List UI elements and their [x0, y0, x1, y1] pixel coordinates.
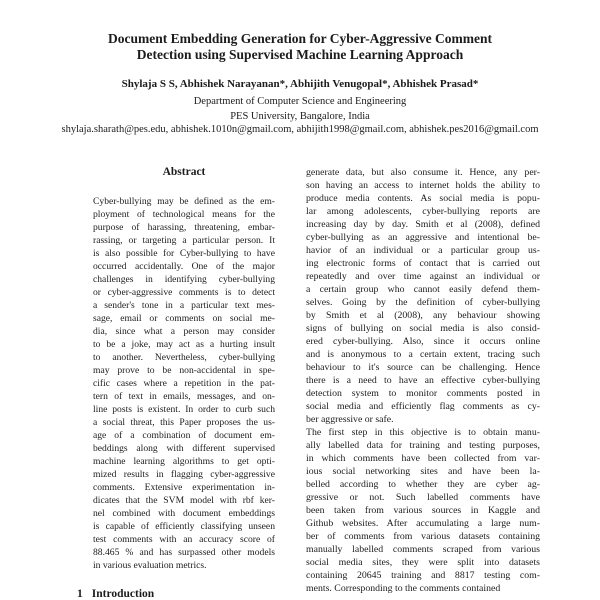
text-line: social media and efficiently flag comments as cy- [306, 401, 540, 412]
authors-line: Shylaja S S, Abhishek Narayanan*, Abhijith Venugopal*, Abhishek Prasad* [121, 78, 479, 90]
text-line: Github websites. After accumulating a large num- [306, 518, 540, 529]
text-line: dia, since what a person may consider [93, 326, 275, 337]
text-line: Cyber-bullying may be defined as the em- [93, 196, 275, 207]
text-line: challenges in identifying cyber-bullying [93, 274, 275, 285]
text-line: dicates that the SVM model with rbf ker- [93, 495, 275, 506]
text-line: in various evaluation metrics. [93, 560, 207, 571]
text-line: The first step in this objective is to obtain manu- [306, 427, 540, 438]
paper-title-line1: Document Embedding Generation for Cyber-Aggressive Comment [107, 31, 493, 46]
text-line: rassing, or targeting a particular person. It [93, 235, 275, 246]
text-line: nel combined with document embeddings [93, 508, 275, 519]
paper-title-line2: Detection using Supervised Machine Learning Approach [136, 47, 464, 62]
text-line: there is a need to have an effective cyber-bullying [306, 375, 540, 386]
affiliation-university: PES University, Bangalore, India [230, 111, 370, 122]
text-line: 88.465 % and has surpassed other models [93, 547, 275, 558]
text-line: social media sites, they were split into datasets [306, 557, 540, 568]
text-line: repeatedly and over time against an individual or [306, 271, 540, 282]
text-line: beddings along with different supervised [93, 443, 275, 454]
abstract-body [93, 195, 275, 572]
text-line: in which comments have been collected from var- [306, 453, 540, 464]
text-line: detection system to monitor comments posted in [306, 388, 540, 399]
text-line: test comments with an accuracy score of [93, 534, 275, 545]
text-line: produce media contents. As social media is popu- [306, 193, 540, 204]
text-line: increasing day by day. Smith et al (2008), defined [306, 219, 540, 230]
text-line: age of a combination of document em- [93, 430, 275, 441]
text-line: ployment of technological means for the [93, 209, 275, 220]
text-line: ing electronic forms of contact that is carried out [306, 258, 540, 269]
intro-paragraph-2 [306, 426, 540, 595]
text-line: a certain group who cannot easily defend them- [306, 284, 540, 295]
text-line: machine learning algorithms to get opti- [93, 456, 275, 467]
text-line: ered cyber-bullying. Also, since it occurs online [306, 336, 540, 347]
text-line: gressive or not. Such labelled comments have [306, 492, 540, 503]
text-line: behaviour to it's source can be challenging. Hence [306, 362, 540, 373]
text-line: and is anonymous to a certain extent, tracing such [306, 349, 540, 360]
text-line: line posts is existent. In order to curb such [93, 404, 275, 415]
section-number: 1 [77, 588, 83, 600]
text-line: sage, email or comments on social me- [93, 313, 275, 324]
text-line: havior of an individual or a particular group us- [306, 245, 540, 256]
paper-title [0, 31, 600, 63]
text-line: a sender's tone in a particular text mes- [93, 300, 275, 311]
text-line: by Smith et al (2008), any behaviour showing [306, 310, 540, 321]
text-line: containing 20645 training and 8817 testing com- [306, 570, 540, 581]
text-line: ious social networking sites and have been la- [306, 466, 540, 477]
text-line: to be a joke, may act as a hurting insult [93, 339, 275, 350]
text-line: ments. Corresponding to the comments contained [306, 583, 501, 594]
text-line: lar among adolescents, cyber-bullying reports are [306, 206, 540, 217]
section-heading-introduction [77, 587, 297, 600]
text-line: occurred accidentally. One of the major [93, 261, 275, 272]
text-line: selves. Going by the definition of cyber-bullying [306, 297, 540, 308]
text-line: to another. Nevertheless, cyber-bullying [93, 352, 275, 363]
affiliation-department: Department of Computer Science and Engineering [193, 96, 407, 107]
text-line: is also possible for Cyber-bullying to have [93, 248, 275, 259]
author-emails: shylaja.sharath@pes.edu, abhishek.1010n@gmail.com, abhijith1998@gmail.com, abhishek.pes2016@gmail.com [61, 124, 539, 135]
text-line: or cyber-aggressive comments is to detect [93, 287, 275, 298]
text-line: cific cases where a repetition in the pat- [93, 378, 275, 389]
text-line: purpose of harassing, threatening, embar- [93, 222, 275, 233]
abstract-heading: Abstract [162, 166, 206, 178]
text-line: ally labelled data for training and testing purposes, [306, 440, 540, 451]
text-line: ber aggressive or safe. [306, 414, 394, 425]
text-line: mized results in flagging cyber-aggressive [93, 469, 275, 480]
text-line: manually labelled comments scraped from various [306, 544, 540, 555]
text-line: son having an access to internet holds the ability to [306, 180, 540, 191]
intro-paragraph-1 [306, 166, 540, 426]
text-line: cyber-bullying as an aggressive and intentional be- [306, 232, 540, 243]
text-line: may prove to be non-accidental in spe- [93, 365, 275, 376]
text-line: tern of text in emails, messages, and on- [93, 391, 275, 402]
text-line: signs of bullying on social media is also consid- [306, 323, 540, 334]
text-line: been taken from various sources in Kaggle and [306, 505, 540, 516]
section-title: Introduction [91, 588, 155, 600]
text-line: comments. Extensive experimentation in- [93, 482, 275, 493]
introduction-column [306, 166, 540, 595]
text-line: a social threat, this Paper proposes the us- [93, 417, 275, 428]
text-line: generate data, but also consume it. Hence, any per- [306, 167, 540, 178]
text-line: is capable of efficiently classifying unseen [93, 521, 275, 532]
text-line: ber of comments from various datasets containing [306, 531, 540, 542]
text-line: belled according to whether they are cyber ag- [306, 479, 540, 490]
